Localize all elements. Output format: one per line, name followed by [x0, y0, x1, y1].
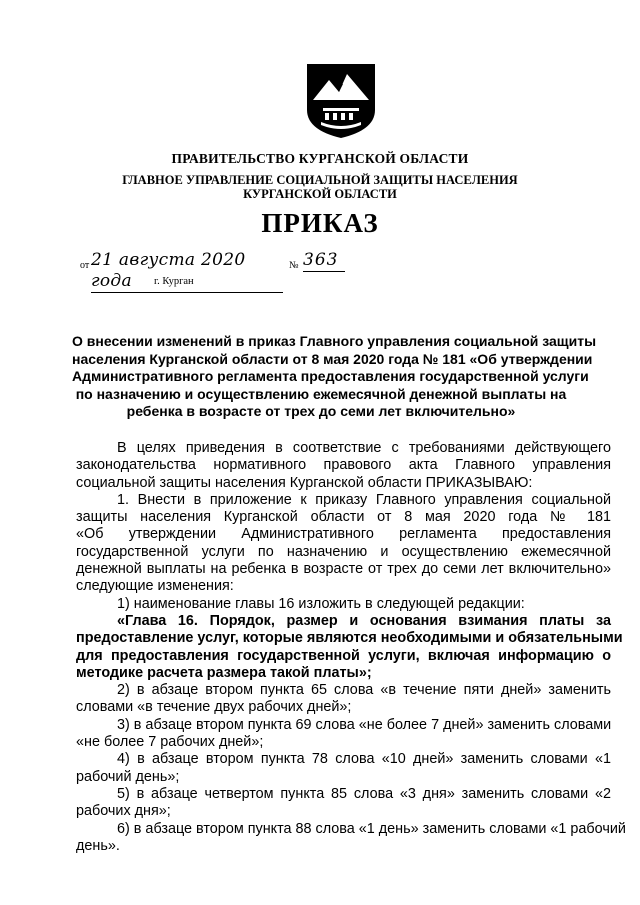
number-label: № [289, 260, 299, 271]
order-body [76, 440, 626, 855]
department-name-line2: КУРГАНСКОЙ ОБЛАСТИ [243, 187, 397, 201]
from-label: от [80, 260, 90, 271]
body-line-bold: предоставление услуг, которые являются необходимыми и обязательными [76, 630, 623, 647]
title-line: О внесении изменений в приказ Главного управления социальной защиты [72, 333, 597, 349]
document-type-heading: ПРИКАЗ [261, 208, 379, 238]
body-line: рабочих дня»; [76, 803, 171, 820]
body-line: рабочий день»; [76, 768, 180, 785]
body-line: следующие изменения: [76, 578, 234, 595]
body-line-bold: «Глава 16. Порядок, размер и основания взимания платы за [117, 612, 611, 629]
body-line-bold: методике расчета размера такой платы»; [76, 664, 372, 681]
body-line: словами «в течение двух рабочих дней»; [76, 699, 352, 716]
body-line: защиты населения Курганской области от 8 мая 2020 года № 181 [76, 509, 611, 526]
body-line: «не более 7 рабочих дней»; [76, 734, 264, 751]
body-line: В целях приведения в соответствие с требованиями действующего [117, 440, 611, 456]
title-line: населения Курганской области от 8 мая 2020 года № 181 «Об утверждении [72, 350, 593, 367]
order-title [72, 333, 597, 421]
title-line: Административного регламента предоставления государственной услуги [72, 368, 589, 384]
city-label: г. Курган [154, 276, 194, 287]
body-line: день». [76, 837, 120, 854]
handwritten-date: 21 августа 2020 года [91, 250, 283, 293]
body-line: 5) в абзаце четвертом пункта 85 слова «3 дня» заменить словами «2 [117, 785, 611, 802]
body-line: социальной защиты населения Курганской области ПРИКАЗЫВАЮ: [76, 474, 533, 491]
body-line: 1) наименование главы 16 изложить в следующей редакции: [117, 595, 525, 612]
handwritten-number: 363 [303, 250, 345, 272]
body-line-bold: для предоставления государственной услуги, включая информацию о [76, 647, 611, 664]
body-line: 2) в абзаце втором пункта 65 слова «в течение пяти дней» заменить [117, 682, 611, 699]
body-line: законодательства нормативного правового акта Главного управления [76, 457, 611, 474]
body-line: денежной выплаты на ребенка в возрасте от трех до семи лет включительно» [76, 561, 611, 578]
body-line: 1. Внести в приложение к приказу Главного управления социальной [117, 491, 611, 508]
body-line: 3) в абзаце втором пункта 69 слова «не более 7 дней» заменить словами [117, 716, 612, 733]
body-line: 6) в абзаце втором пункта 88 слова «1 день» заменить словами «1 рабочий [117, 820, 626, 837]
coat-of-arms-emblem [305, 62, 377, 140]
government-name: ПРАВИТЕЛЬСТВО КУРГАНСКОЙ ОБЛАСТИ [171, 151, 469, 166]
title-line: ребенка в возрасте от трех до семи лет включительно» [126, 403, 516, 419]
title-line: по назначению и осуществлению ежемесячной денежной выплаты на [75, 385, 567, 402]
body-line: государственной услуги по назначению и осуществлению ежемесячной [76, 543, 611, 560]
body-line: «Об утверждении Административного регламента предоставления [76, 526, 611, 543]
body-line: 4) в абзаце втором пункта 78 слова «10 дней» заменить словами «1 [117, 751, 611, 768]
department-name-line1: ГЛАВНОЕ УПРАВЛЕНИЕ СОЦИАЛЬНОЙ ЗАЩИТЫ НАСЕЛЕНИЯ [122, 173, 518, 187]
